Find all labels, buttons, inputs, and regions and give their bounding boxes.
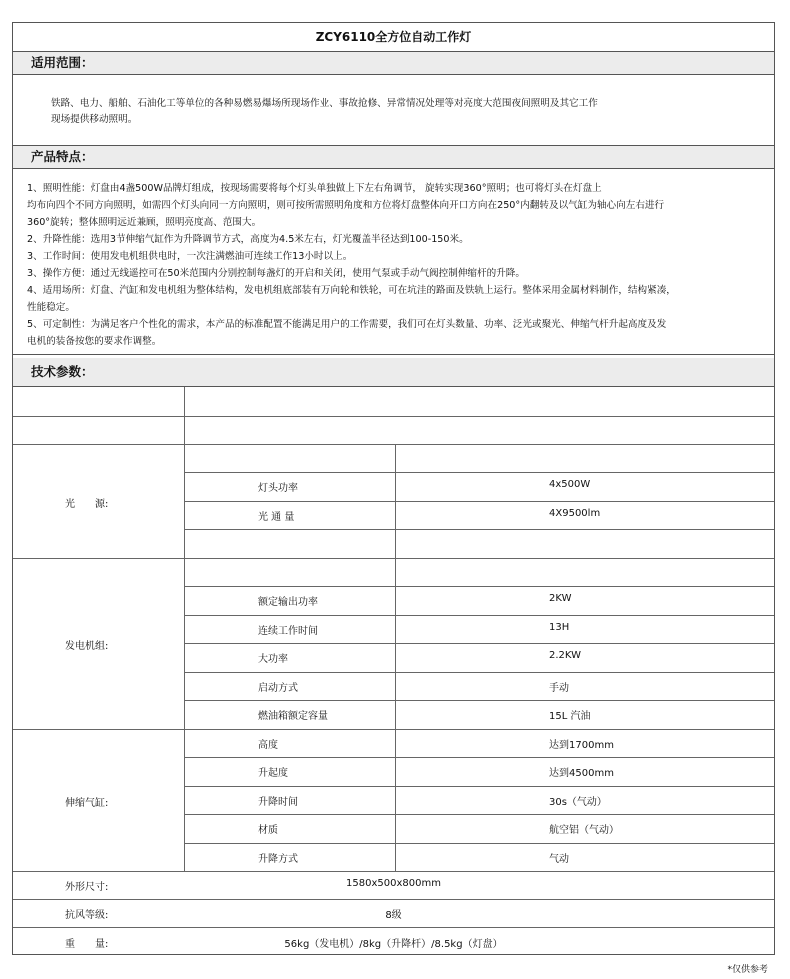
reference-note: *仅供参考 [727, 965, 768, 975]
wind-label: 抗风等级: [65, 910, 109, 921]
wind-value: 8级 [385, 910, 402, 921]
cyl-method-label: 升降方式 [258, 854, 298, 865]
gen-tank-label: 燃油箱额定容量 [258, 711, 328, 722]
cyl-time-label: 升降时间 [258, 797, 298, 808]
feature-line-2: 均布向四个不同方向照明，如需四个灯头向同一方向照明，则可按所需照明角度和方位将灯盘整体向开口方向在250°内翻转及以气缸为轴心向左右进行 [27, 200, 665, 211]
gen-tank-value: 15L 汽油 [549, 711, 591, 722]
dims-label: 外形尺寸: [65, 882, 109, 893]
light-flux-value: 4X9500lm [549, 508, 601, 519]
cyl-material-label: 材质 [258, 825, 278, 836]
feature-line-9: 5、可定制性：为满足客户个性化的需求，本产品的标准配置不能满足用户的工作需要，我们可在灯头数量、功率、泛光或聚光、伸缩气杆升起高度及发 [27, 319, 667, 330]
cyl-lift-value: 达到4500mm [549, 768, 614, 779]
gen-max-value: 2.2KW [549, 650, 581, 661]
feature-line-7: 4、适用场所：灯盘、汽缸和发电机组为整体结构，发电机组底部装有万向轮和铁轮，可在坑洼的路面及铁轨上运行。整体采用金属材料制作，结构紧凑， [27, 285, 676, 296]
weight-value: 56kg（发电机）/8kg（升降杆）/8.5kg（灯盘） [284, 939, 503, 950]
feature-line-8: 性能稳定。 [27, 302, 75, 313]
gen-rated-value: 2KW [549, 593, 572, 604]
gen-rated-label: 额定输出功率 [258, 597, 318, 608]
light-power-value: 4x500W [549, 479, 591, 490]
application-line-1: 铁路、电力、船舶、石油化工等单位的各种易燃易爆场所现场作业、事故抢修、异常情况处理等对亮度大范围夜间照明及其它工作 [51, 98, 598, 109]
gen-start-label: 启动方式 [258, 683, 298, 694]
gen-continuous-label: 连续工作时间 [258, 626, 318, 637]
specs-heading: 技术参数： [13, 358, 774, 387]
cyl-lift-label: 升起度 [258, 768, 288, 779]
feature-line-5: 3、工作时间：使用发电机组供电时，一次注满燃油可连续工作13小时以上。 [27, 251, 353, 262]
cyl-height-label: 高度 [258, 740, 278, 751]
weight-label: 重 量: [65, 939, 109, 950]
feature-line-3: 360°旋转；整体照明远近兼顾，照明亮度高、范围大。 [27, 217, 262, 228]
feature-line-1: 1、照明性能：灯盘由4盏500W品牌灯组成，按现场需要将每个灯头单独做上下左右角调节， 旋转实现360°照明；也可将灯头在灯盘上 [27, 183, 602, 194]
cyl-time-value: 30s（气动） [549, 797, 607, 808]
product-title: ZCY6110全方位自动工作灯 [13, 23, 774, 52]
spec-sheet [12, 22, 775, 955]
application-section [13, 75, 774, 146]
light-flux-label: 光 通 量 [258, 512, 295, 523]
gen-start-value: 手动 [549, 683, 569, 694]
gen-max-label: 大功率 [258, 654, 288, 665]
application-heading: 适用范围： [13, 52, 774, 75]
gen-continuous-value: 13H [549, 622, 570, 633]
feature-line-10: 电机的装备按您的要求作调整。 [27, 336, 162, 347]
application-line-2: 现场提供移动照明。 [51, 114, 138, 125]
features-section [13, 169, 774, 355]
group-generator: 发电机组: [65, 641, 109, 652]
group-light-source: 光 源: [65, 499, 109, 510]
spec-table [13, 387, 774, 954]
feature-line-4: 2、升降性能：选用3节伸缩气缸作为升降调节方式，高度为4.5米左右，灯光覆盖半径达到100-150米。 [27, 234, 469, 245]
group-cylinder: 伸缩气缸: [65, 798, 109, 809]
cyl-method-value: 气动 [549, 854, 569, 865]
light-power-label: 灯头功率 [258, 483, 298, 494]
feature-line-6: 3、操作方便：通过无线遥控可在50米范围内分别控制每盏灯的开启和关闭，使用气泵或手动气阀控制伸缩杆的升降。 [27, 268, 525, 279]
dims-value: 1580x500x800mm [346, 878, 441, 889]
cyl-material-value: 航空铝（气动） [549, 825, 619, 836]
cyl-height-value: 达到1700mm [549, 740, 614, 751]
features-heading: 产品特点： [13, 146, 774, 169]
